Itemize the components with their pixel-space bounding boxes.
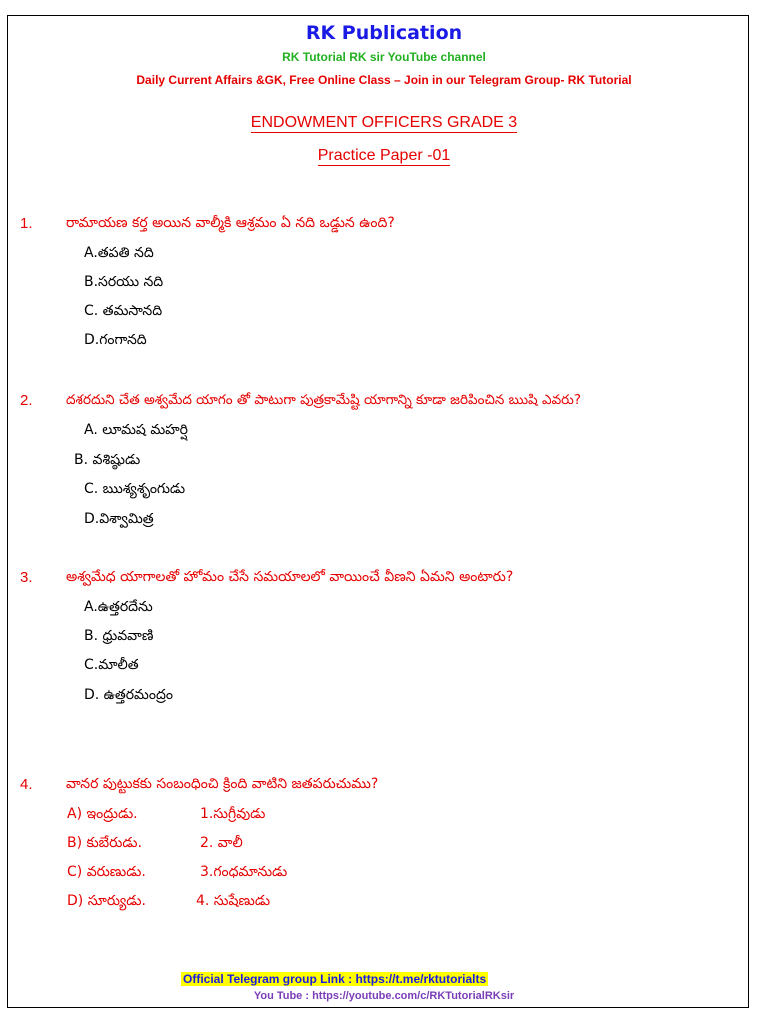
question-text: అశ్వమేధ యాగాలతో హోమం చేసే సమయాలలో వాయించే వీణని ఏమని అంటారు? — [66, 569, 514, 585]
option: D.గంగానది — [84, 332, 147, 348]
question-number: 1. — [20, 215, 33, 232]
option: B. వశిష్ఠుడు — [74, 452, 141, 468]
option: D. ఉత్తరమంద్రం — [84, 687, 173, 703]
option: B. ధ్రువవాణి — [84, 628, 154, 644]
publication-title: RK Publication — [305, 22, 463, 44]
question-text: దశరదుని చేత అశ్వమేద యాగం తో పాటుగా పుత్రకామేష్టి యాగాన్ని కూడా జరిపించిన ఋషి ఎవరు? — [66, 392, 582, 408]
match-left-item: D) సూర్యుడు. — [67, 893, 146, 909]
option: C. ఋశ్యశృంగుడు — [84, 481, 186, 497]
match-right-item: 2. వాలీ — [200, 835, 243, 851]
paper-title — [0, 147, 768, 165]
question-text: రామాయణ కర్త అయిన వాల్మీకి ఆశ్రమం ఏ నది ఒడ్డున ఉంది? — [66, 215, 395, 231]
option: D.విశ్వామిత్ర — [84, 511, 154, 527]
telegram-link[interactable]: Official Telegram group Link : https://t.me/rktutorialts — [183, 972, 487, 986]
exam-title-text: ENDOWMENT OFFICERS GRADE 3 — [250, 114, 518, 131]
match-right-item: 1.సుగ్రీవుడు — [200, 806, 266, 822]
option: A.తపతి నది — [84, 245, 154, 261]
match-right-item: 3.గంధమానుడు — [200, 864, 288, 880]
paper-title-text: Practice Paper -01 — [317, 147, 451, 164]
option: A.ఉత్తరదేను — [84, 599, 153, 615]
option: C.మాలీత — [84, 657, 139, 673]
match-left-item: B) కుబేరుడు. — [67, 835, 142, 851]
question-number: 3. — [20, 569, 33, 586]
promo-line: Daily Current Affairs &GK, Free Online Class – Join in our Telegram Group- RK Tutorial — [136, 73, 632, 87]
match-left-item: A) ఇంద్రుడు. — [67, 806, 138, 822]
match-right-item: 4. సుషేణుడు — [196, 893, 271, 909]
question-number: 2. — [20, 392, 33, 409]
option: B.సరయు నది — [84, 274, 164, 290]
channel-subtitle: RK Tutorial RK sir YouTube channel — [282, 50, 486, 64]
youtube-link[interactable]: You Tube : https://youtube.com/c/RKTutorialRKsir — [253, 990, 515, 1002]
option: C. తమసానది — [84, 303, 163, 319]
match-left-item: C) వరుణుడు. — [67, 864, 146, 880]
question-number: 4. — [20, 776, 33, 793]
question-text: వానర పుట్టుకకు సంబంధించి క్రింది వాటిని జతపరుచుము? — [66, 776, 379, 792]
option: A. లూమష మహర్షి — [84, 422, 188, 438]
exam-title — [0, 114, 768, 132]
